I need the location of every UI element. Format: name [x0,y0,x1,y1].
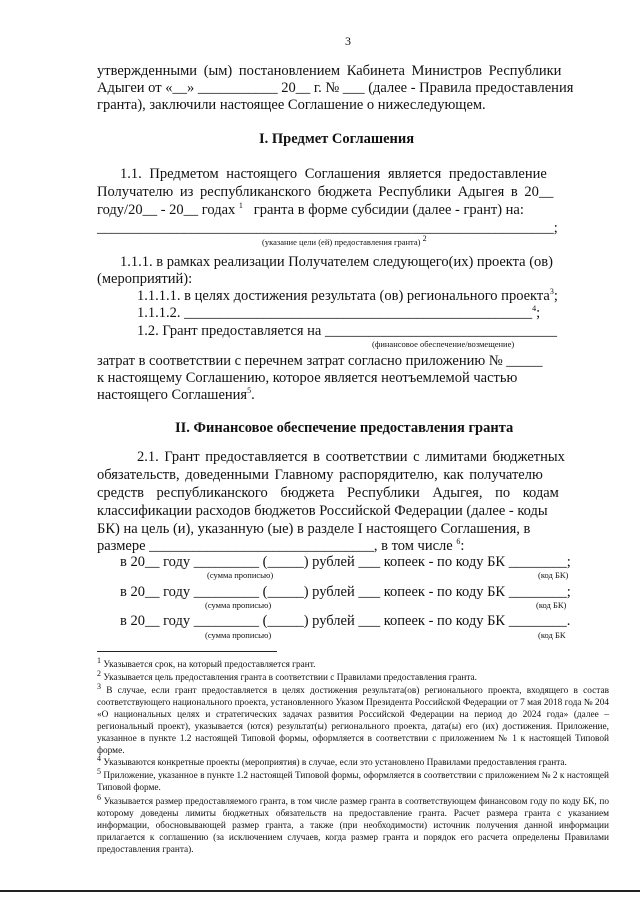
clause-1-1-1-line: 1.1.1. в рамках реализации Получателем следующего(их) проекта (ов) [120,254,553,270]
section-title: I. Предмет Соглашения [259,131,415,147]
bk-caption: (код БК) [538,570,569,580]
footnote-separator [97,651,277,652]
clause-1-1-line: году/20__ - 20__ годах $^1$ гранта в форме субсидии (далее - грант) на: [97,201,524,218]
clause-2-1-line: БК) на цель (и), указанную (ые) в разделе I настоящего Соглашения, в [97,521,531,537]
footnote-1: $^1$ Указывается срок, на который предоставляется грант. [97,655,316,670]
section-title: II. Финансовое обеспечение предоставления гранта [175,420,514,436]
purpose-caption: (указание цели (ей) предоставления гранта) $^2$ [262,234,427,247]
bk-caption: (код БК [538,630,566,640]
clause-1-1-line: Получателю из республиканского бюджета Республики Адыгея в 20__ [97,184,554,200]
paragraph-line: гранта), заключили настоящее Соглашение о нижеследующем. [97,97,486,113]
clause-2-1-line: 2.1. Грант предоставляется в соответствии с лимитами бюджетных [137,449,565,465]
clause-1-1-1-line: (мероприятий): [97,271,193,287]
footnote-4: $^4$ Указываются конкретные проекты (мероприятия) в случае, если это установлено Правилами предоставления гранта. [97,753,567,768]
clause-1-2-line: затрат в соответствии с перечнем затрат согласно приложению № _____ [97,353,543,369]
clause-1-1-line: 1.1. Предметом настоящего Соглашения является предоставление [120,166,547,182]
footnote-2: $^2$ Указывается цель предоставления гранта в соответствии с Правилами предоставления гранта. [97,668,477,683]
year-amount-line: в 20__ году _________ (_____) рублей ___ копеек - по коду БК ________. [120,613,571,629]
clause-2-1-line: классификации расходов бюджетов Российской Федерации (далее - коды [97,503,548,519]
amount-caption: (сумма прописью) [205,600,272,610]
clause-1-2-line: 1.2. Грант предоставляется на ________________________________ [137,323,557,339]
amount-caption: (сумма прописью) [207,570,274,580]
amount-caption: (сумма прописью) [205,630,272,640]
page-bottom-rule [0,890,640,892]
footnote-5: $^5$ Приложение, указанное в пункте 1.2 настоящей Типовой формы, оформляется в соответствии с приложением № 2 к настоящей Типовой форме. [97,766,609,794]
clause-2-1-line: средств республиканского бюджета Республики Адыгея, по кодам [97,485,559,501]
page-number: 3 [345,34,351,48]
paragraph-line: Адыгеи от «__» ___________ 20__ г. № ___ (далее - Правила предоставления [97,80,574,96]
year-amount-line: в 20__ году _________ (_____) рублей ___ копеек - по коду БК ________; [120,554,571,570]
year-amount-line: в 20__ году _________ (_____) рублей ___ копеек - по коду БК ________; [120,584,571,600]
clause-2-1-line: обязательств, доведенными Главному распорядителю, как получателю [97,467,543,483]
clause-1-2-line: к настоящему Соглашению, которое является неотъемлемой частью [97,370,518,386]
purpose-blank: _______________________________________________________________; [97,220,558,236]
clause-1-1-1-1: 1.1.1.1. в целях достижения результата (ов) регионального проекта$^3$; [137,287,558,304]
clause-2-1-line: размере _______________________________, в том числе $^6$: [97,537,465,554]
clause-1-2-caption: (финансовое обеспечение/возмещение) [372,339,515,349]
bk-caption: (код БК) [536,600,567,610]
clause-1-2-line: настоящего Соглашения$^5$. [97,386,255,403]
footnote-6: $^6$ Указывается размер предоставляемого гранта, в том числе размер гранта в соответствующем финансовом году по коду БК, по которому доведены лимиты бюджетных обязательств на предоставление гранта. Расчет размера гранта с указанием информации, обосновывающей размер гранта, а также (при необходимости) источник получения данной информации прилагается к соглашению (за исключением случаев, когда размер гранта и порядок его расчета определены Правилами предоставления гранта). [97,792,609,856]
clause-1-1-1-2: 1.1.1.2. ________________________________________________$^4$; [137,304,541,321]
paragraph-line: утвержденными (ым) постановлением Кабинета Министров Республики [97,63,562,79]
footnote-3: $^3$ В случае, если грант предоставляется в целях достижения результата(ов) регионального проекта, входящего в состав соответствующего национального проекта, установленного Указом Президента Российской Федерации от 7 мая 2018 года № 204 «О национальных целях и стратегических задачах развития Российской Федерации на период до 2024 года» (далее – региональный проект), указывается (ются) результат(ы) регионального проекта, дата(ы) его (их) достижения. Приложение, указанное в пункте 1.2 настоящей Типовой формы, оформляется в соответствии с приложением № 1 к настоящей Типовой форме. [97,681,609,757]
